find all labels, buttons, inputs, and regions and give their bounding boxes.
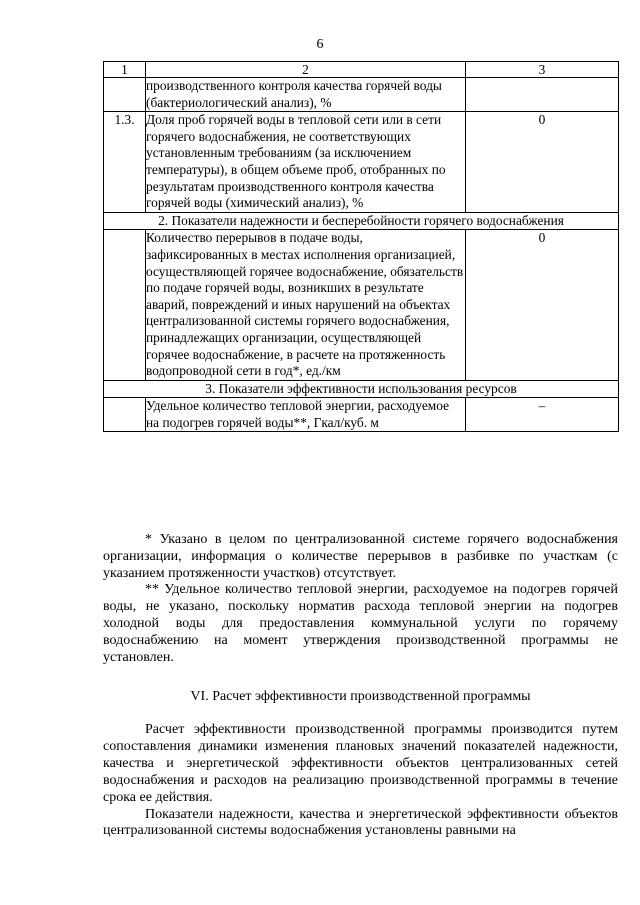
indicator-value: 0	[466, 112, 619, 213]
paragraph-1: Расчет эффективности производственной программы производится путем сопоставления динамики изменения плановых значений показателей надежности, качества и энергетической эффективности объектов централизованных сетей водоснабжения и расходов на реализацию производственной программы в течение срока ее действия.	[103, 722, 618, 805]
row-number	[104, 230, 146, 380]
table-row	[104, 230, 619, 380]
footnotes	[103, 532, 618, 666]
indicator-name: производственного контроля качества горячей воды (бактериологический анализ), %	[146, 78, 466, 112]
section-heading: VI. Расчет эффективности производственной программы	[190, 689, 531, 704]
indicator-name: Количество перерывов в подаче воды, зафиксированных в местах исполнения организацией, осуществляющей горячее водоснабжение, обязательств по подаче горячей воды, возникших в результате аварий, повреждений и иных нарушений на объектах централизованной системы горячего водоснабжения, принадлежащих организации, осуществляющей горячее водоснабжение, в расчете на протяженность водопроводной сети в год*, ед./км	[146, 230, 466, 380]
paragraph-2: Показатели надежности, качества и энергетической эффективности объектов централизованной системы водоснабжения установлены равными на	[103, 806, 618, 839]
indicator-name: Доля проб горячей воды в тепловой сети или в сети горячего водоснабжения, не соответствующих установленным требованиям (за исключением температуры), в общем объеме проб, отобранных по результатам производственного контроля качества горячей воды (химический анализ), %	[146, 112, 466, 213]
section-title: 3. Показатели эффективности использования ресурсов	[104, 380, 619, 398]
table-row	[104, 78, 619, 112]
table-header-cell: 3	[466, 62, 619, 78]
indicator-name: Удельное количество тепловой энергии, расходуемое на подогрев горячей воды**, Гкал/куб. м	[146, 398, 466, 432]
body-text	[103, 722, 618, 840]
row-number	[104, 78, 146, 112]
indicator-value: 0	[466, 230, 619, 380]
row-number: 1.3.	[104, 112, 146, 213]
indicators-table	[103, 61, 619, 432]
row-number	[104, 398, 146, 432]
table-row	[104, 398, 619, 432]
page-number: 6	[316, 37, 324, 52]
table-header-row	[104, 62, 619, 78]
footnote-2: ** Удельное количество тепловой энергии, расходуемое на подогрев горячей воды, не указано, поскольку норматив расхода тепловой энергии на подогрев холодной воды для предоставления коммунальной услуги по горячему водоснабжению на момент утверждения производственной программы не установлен.	[103, 582, 618, 665]
table-section-row	[104, 212, 619, 230]
table-header-cell: 2	[146, 62, 466, 78]
table-section-row	[104, 380, 619, 398]
indicator-value	[466, 78, 619, 112]
indicator-value: –	[466, 398, 619, 432]
footnote-1: * Указано в целом по централизованной системе горячего водоснабжения организации, информация о количестве перерывов в разбивке по участкам (с указанием протяженности участков) отсутствует.	[103, 532, 618, 581]
section-title: 2. Показатели надежности и бесперебойности горячего водоснабжения	[104, 212, 619, 230]
table-row	[104, 112, 619, 213]
table-header-cell: 1	[104, 62, 146, 78]
